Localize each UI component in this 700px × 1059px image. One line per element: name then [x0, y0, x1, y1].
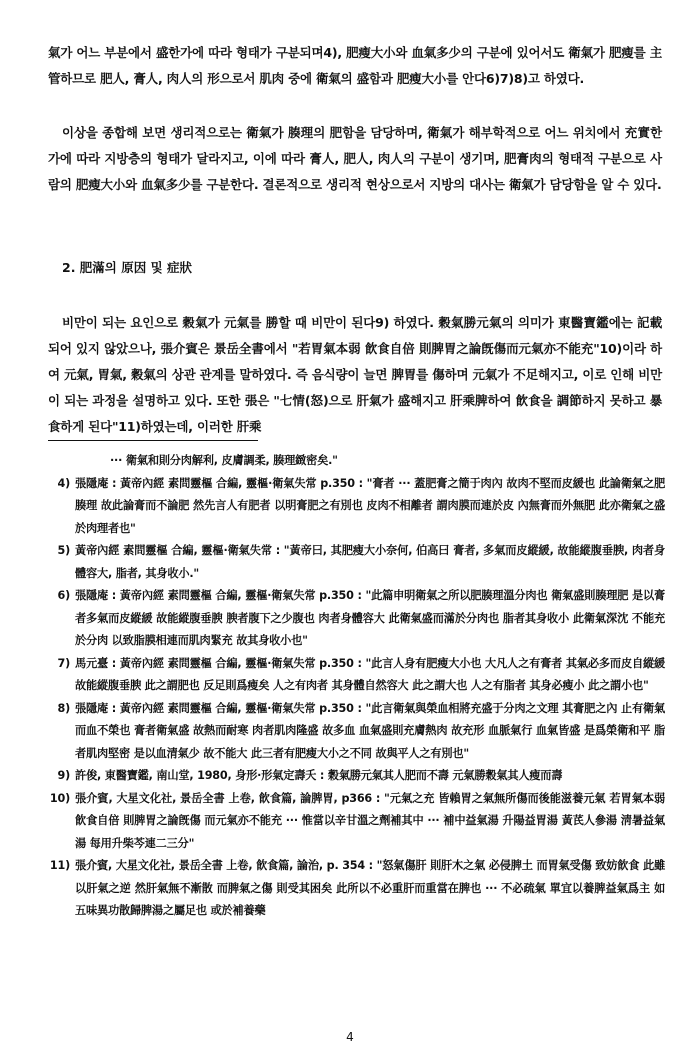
footnote-divider [48, 440, 258, 441]
footnote-number: 9) [57, 769, 70, 782]
footnote-text: 黃帝內經 素問靈樞 合編, 靈樞·衛氣失常 : "黃帝曰, 其肥瘦大小奈何, 伯高曰 膏者, 多氣而皮縱緩, 故能縱腹垂腴, 肉者身體容大, 脂者, 其身收小." [75, 544, 665, 580]
footnote-text: 張隱庵 : 黃帝內經 素問靈樞 合編, 靈樞·衛氣失常 p.350 : "此篇申明衛氣之所以肥腠理溫分肉也 衛氣盛則腠理肥 是以膏者多氣而皮縱緩 故能縱腹垂腴 腴者腹下之少腹也 肉者身體容大 此衛氣盛而滿於分肉也 脂者其身收小 此衛氣深沈 不能充於分肉 以致脂膜相連而肌肉緊充 故其身收小也" [75, 589, 665, 647]
footnote [40, 855, 665, 923]
paragraph-2: 이상을 종합해 보면 생리적으로는 衛氣가 腠理의 肥함을 담당하며, 衛氣가 해부학적으로 어느 위치에서 充實한가에 따라 지방층의 형태가 달라지고, 이에 따라 膏人, 肥人, 肉人의 구분이 생기며, 肥膏肉의 형태적 구분으로 사람의 肥瘦大小와 血氣多少를 구분한다. 결론적으로 생리적 현상으로서 지방의 대사는 衛氣가 담당함을 알 수 있다. [48, 125, 662, 192]
paragraph-1: 氣가 어느 부분에서 盛한가에 따라 형태가 구분되며4), 肥瘦大小와 血氣多少의 구분에 있어서도 衛氣가 肥瘦를 主管하므로 肥人, 膏人, 肉人의 形으로서 肌肉 중에 衛氣의 盛함과 肥瘦大小를 안다6)7)8)고 하였다. [48, 45, 662, 86]
footnote-text: 張介賓, 大星文化社, 景岳全書 上卷, 飮食篇, 論脾胃, p366 : "元氣之充 皆賴胃之氣無所傷而後能滋養元氣 若胃氣本弱 飮食自倍 則脾胃之論旣傷 而元氣亦不能充 ··· 惟當以辛甘溫之劑補其中 ··· 補中益氣湯 升陽益胃湯 黃芪人參湯 淸暑益氣湯 每用升柴芩連二三分" [75, 791, 665, 850]
paragraph-3: 비만이 되는 요인으로 穀氣가 元氣를 勝할 때 비만이 된다9) 하였다. 穀氣勝元氣의 의미가 東醫寶鑑에는 記載되어 있지 않았으나, 張介賓은 景岳全書에서 "若胃氣本弱 飮食自倍 則脾胃之論旣傷而元氣亦不能充"10)이라 하여 元氣, 胃氣, 穀氣의 상관 관계를 말하였다. 즉 음식량이 늘면 脾胃를 傷하며 元氣가 不足해지고, 이로 인해 비만이 되는 과정을 설명하고 있다. 또한 張은 "七情(怒)으로 肝氣가 盛해지고 肝乘脾하여 飮食을 調節하지 못하고 暴食하게 된다"11)하였는데, 이러한 肝乘 [48, 315, 662, 434]
footnote-number: 7) [57, 656, 70, 670]
section-heading: 2. 肥滿의 原因 및 症狀 [62, 260, 193, 275]
footnote [40, 698, 665, 766]
footnote-text: 馬元臺 : 黃帝內經 素問靈樞 合編, 靈樞·衛氣失常 p.350 : "此言人身有肥瘦大小也 大凡人之有膏者 其氣必多而皮自縱緩 故能縱腹垂腴 此之謂肥也 反足則爲瘦矣 人之有肉者 其身體自然容大 此之謂大也 人之有脂者 其身必瘦小 此之謂小也" [75, 656, 665, 692]
page-number: 4 [346, 1030, 354, 1044]
footnote [40, 653, 665, 698]
footnote [40, 765, 665, 788]
footnote [40, 585, 665, 653]
footnote [40, 540, 665, 585]
footnote-number: 5) [57, 544, 70, 557]
footnote-text: 張隱庵 : 黃帝內經 素問靈樞 合編, 靈樞·衛氣失常 p.350 : "膏者 ··· 蓋肥膏之簡于肉內 故肉不堅而皮緩也 此論衛氣之肥腠理 故此論膏而不論肥 然先言人有肥者 以明膏肥之有別也 皮肉不相離者 謂肉膜而連於皮 內無膏而外無肥 此亦衛氣之盛於肉理者也" [75, 476, 665, 535]
footnote-text: 張隱庵 : 黃帝內經 素問靈樞 合編, 靈樞·衛氣失常 p.350 : "此言衛氣與榮血相將充盛于分肉之文理 其膏肥之內 止有衛氣而血不榮也 膏者衛氣盛 故熱而耐寒 肉者肌肉隆盛 故多血 血氣盛則充膚熱肉 故充形 血脈氣行 血氣皆盛 是爲榮衛和平 脂者肌肉堅密 是以血清氣少 故不能大 此三者有肥瘦大小之不同 故與平人之有別也" [75, 701, 665, 760]
footnote-text: 張介賓, 大星文化社, 景岳全書 上卷, 飮食篇, 論治, p. 354 : "怒氣傷肝 則肝木之氣 必侵脾土 而胃氣受傷 致妨飮食 此雖以肝氣之逆 然肝氣無不漸散 而脾氣之傷 則受其困矣 此所以不必重肝而重當在脾也 ··· 不必疏氣 單宜以養脾益氣爲主 如五味異功散歸脾湯之屬足也 或於補養藥 [75, 859, 665, 917]
footnote-continuation [40, 450, 665, 473]
footnote-number: 4) [57, 476, 70, 490]
footnote [40, 473, 665, 541]
footnote-number: 11) [49, 859, 70, 872]
footnote [40, 788, 665, 856]
footnote-number: 10) [49, 791, 70, 805]
footnote-text: ··· 衛氣和則分肉解利, 皮膚調柔, 腠理緻密矣." [110, 454, 338, 467]
footnote-number: 8) [57, 701, 70, 715]
footnote-text: 許俊, 東醫寶鑑, 南山堂, 1980, 身形·形氣定壽夭 : 穀氣勝元氣其人肥而不壽 元氣勝穀氣其人瘦而壽 [75, 769, 563, 782]
footnotes [40, 450, 665, 923]
footnote-number: 6) [57, 589, 70, 602]
